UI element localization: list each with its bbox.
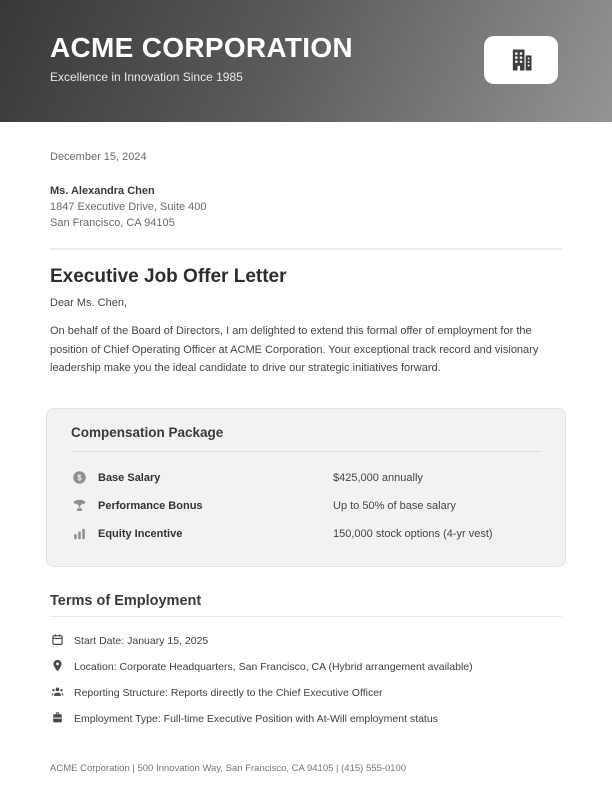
terms-list xyxy=(50,634,562,726)
term-text: Reporting Structure: Reports directly to the Chief Executive Officer xyxy=(74,686,383,699)
compensation-value: $425,000 annually xyxy=(333,471,423,484)
calendar-icon xyxy=(50,633,64,646)
compensation-package-card xyxy=(46,408,566,567)
term-item-start-date xyxy=(50,634,562,648)
salutation: Dear Ms. Chen, xyxy=(50,297,128,309)
letter-title: Executive Job Offer Letter xyxy=(50,266,287,287)
location-pin-icon xyxy=(50,659,64,672)
bar-chart-icon xyxy=(71,526,87,541)
compensation-row-equity-incentive xyxy=(71,520,541,548)
users-icon xyxy=(50,685,64,698)
term-item-location xyxy=(50,660,562,674)
recipient-name: Ms. Alexandra Chen xyxy=(50,185,155,197)
dollar-circle-icon xyxy=(71,470,87,485)
compensation-heading: Compensation Package xyxy=(71,424,224,440)
term-item-reporting-structure xyxy=(50,686,562,700)
company-logo xyxy=(484,36,558,84)
term-text: Location: Corporate Headquarters, San Francisco, CA (Hybrid arrangement available) xyxy=(74,660,473,673)
term-text: Start Date: January 15, 2025 xyxy=(74,634,209,647)
building-icon xyxy=(507,46,535,74)
briefcase-icon xyxy=(50,711,64,724)
compensation-divider xyxy=(71,451,541,452)
term-text: Employment Type: Full-time Executive Position with At-Will employment status xyxy=(74,712,438,725)
compensation-label: Performance Bonus xyxy=(98,499,203,512)
compensation-row-performance-bonus xyxy=(71,492,541,520)
compensation-value: 150,000 stock options (4-yr vest) xyxy=(333,527,493,540)
letter-content xyxy=(0,151,612,726)
recipient-block xyxy=(50,183,562,231)
compensation-label: Base Salary xyxy=(98,471,161,484)
recipient-address-line1: 1847 Executive Drive, Suite 400 xyxy=(50,201,207,213)
trophy-icon xyxy=(71,498,87,513)
letter-date: December 15, 2024 xyxy=(50,151,147,163)
letterhead xyxy=(0,0,612,122)
letter-body-paragraph: On behalf of the Board of Directors, I am delighted to extend this formal offer of employment for the position of Chief Operating Officer at ACME Corporation. Your exceptional track record and visionary leadership make you the ideal candidate to drive our strategic initiatives forward. xyxy=(50,325,539,374)
company-name: ACME CORPORATION xyxy=(50,32,353,63)
recipient-address-line2: San Francisco, CA 94105 xyxy=(50,217,175,229)
footer-contact-line: ACME Corporation | 500 Innovation Way, San Francisco, CA 94105 | (415) 555-0100 xyxy=(50,763,407,774)
compensation-row-base-salary xyxy=(71,464,541,492)
compensation-rows xyxy=(71,464,541,548)
svg-text:$: $ xyxy=(76,473,82,483)
term-item-employment-type xyxy=(50,712,562,726)
terms-divider xyxy=(50,616,562,617)
compensation-value: Up to 50% of base salary xyxy=(333,499,456,512)
terms-heading: Terms of Employment xyxy=(50,592,202,609)
compensation-label: Equity Incentive xyxy=(98,527,183,540)
company-tagline: Excellence in Innovation Since 1985 xyxy=(50,70,243,84)
section-divider xyxy=(50,248,562,250)
